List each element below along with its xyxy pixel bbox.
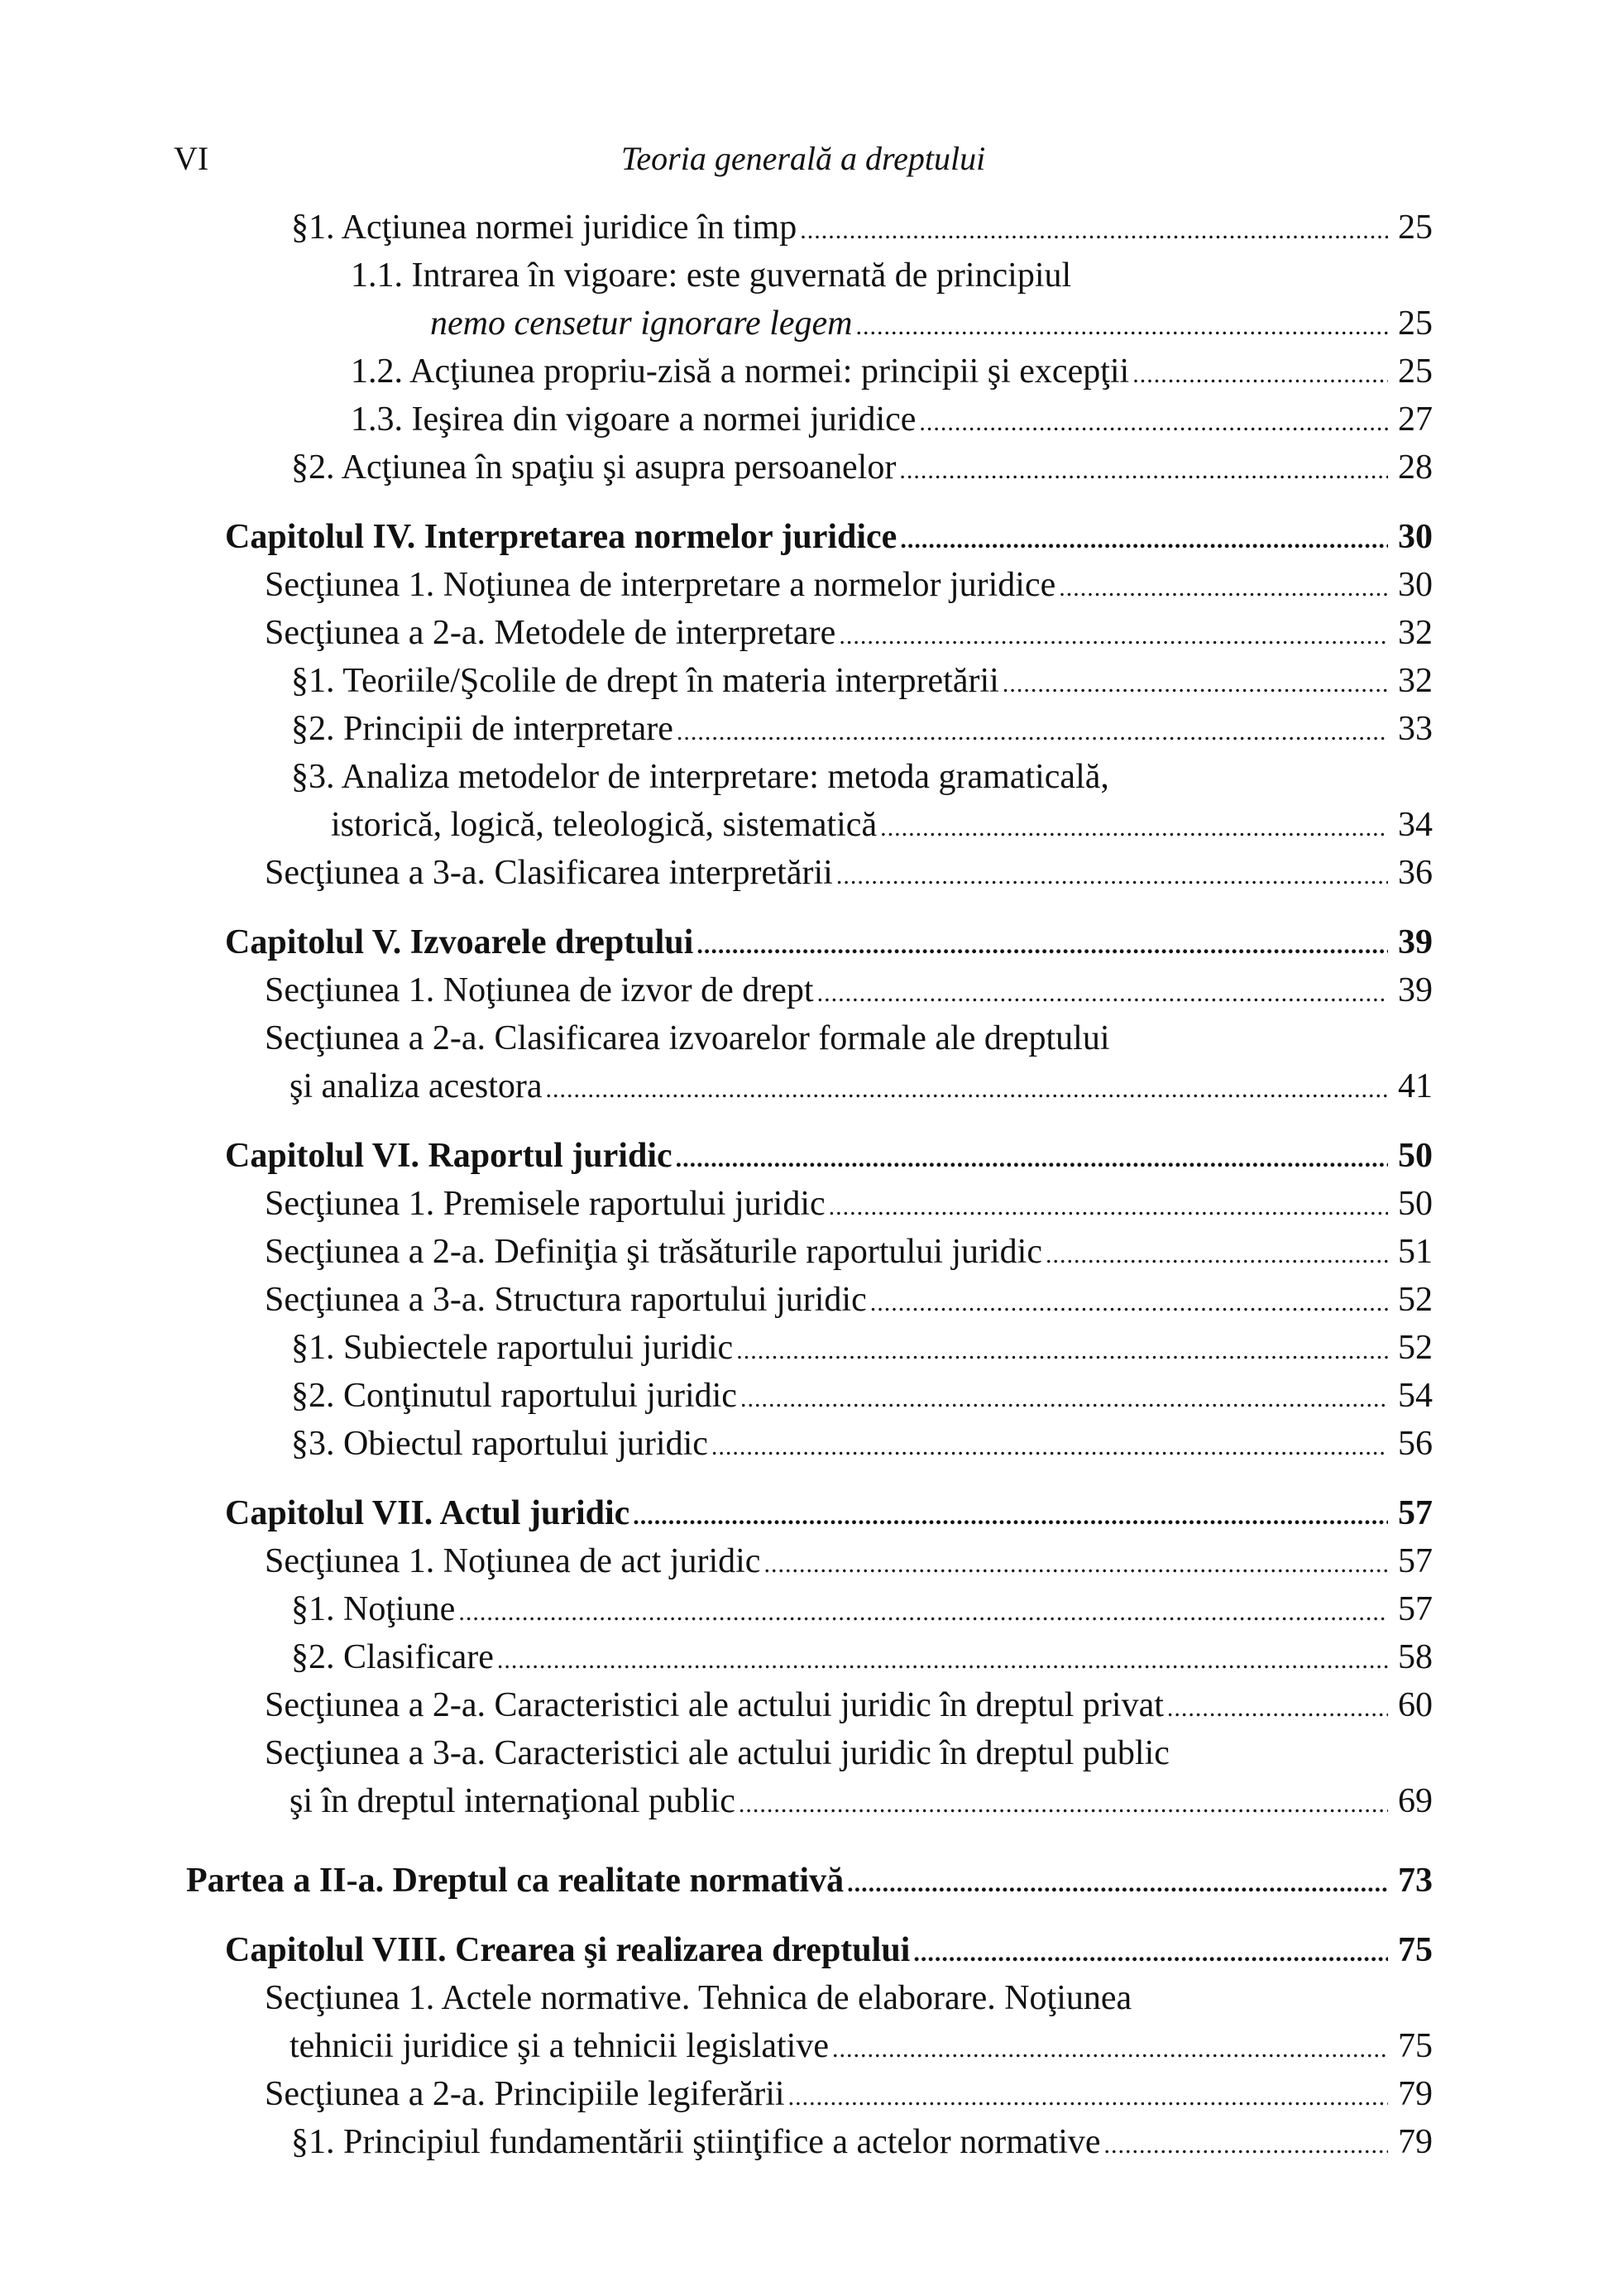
- toc-entry: [0, 443, 1613, 491]
- dot-leader: [913, 1929, 1388, 1977]
- toc-entry: [0, 204, 1613, 252]
- toc-entry-title: Capitolul VIII. Crearea şi realizarea dreptului: [225, 1931, 911, 1969]
- toc-entry-title: §2. Clasificare: [291, 1638, 494, 1676]
- toc-entry-page: 54: [1398, 1377, 1433, 1415]
- toc-entry-page: 39: [1398, 971, 1433, 1009]
- toc-entry: [0, 1276, 1613, 1324]
- toc-entry-page: 25: [1398, 209, 1433, 247]
- toc-entry-title: Capitolul VII. Actul juridic: [225, 1494, 630, 1532]
- page-number: VI: [174, 140, 209, 177]
- toc-entry-line: [0, 1729, 1613, 1777]
- toc-entry-page: 27: [1398, 400, 1433, 439]
- toc-entry-page: 30: [1398, 518, 1433, 556]
- table-of-contents: [0, 204, 1613, 2166]
- toc-entry: [0, 1633, 1613, 1681]
- toc-entry-title: Secţiunea 1. Actele normative. Tehnica de elaborare. Noţiunea: [265, 1979, 1132, 2017]
- toc-entry-title: §2. Principii de interpretare: [291, 710, 673, 748]
- toc-chapter: [0, 1926, 1613, 1974]
- toc-entry: [0, 1180, 1613, 1228]
- toc-entry-title: Secţiunea 1. Noţiunea de act juridic: [265, 1542, 761, 1580]
- toc-entry: [0, 1324, 1613, 1372]
- dot-leader: [633, 1493, 1388, 1541]
- toc-entry-line: [0, 252, 1613, 300]
- toc-entry: [0, 966, 1613, 1014]
- toc-entry-title: istorică, logică, teleologică, sistematică: [331, 806, 878, 844]
- toc-entry: [0, 1681, 1613, 1729]
- toc-entry: [0, 395, 1613, 443]
- toc-entry: [0, 300, 1613, 348]
- toc-entry: [0, 348, 1613, 395]
- toc-entry: [0, 801, 1613, 849]
- toc-entry-title: tehnicii juridice şi a tehnicii legislative: [290, 2027, 829, 2065]
- dot-leader: [839, 612, 1388, 660]
- toc-entry-title: §1. Noţiune: [291, 1590, 456, 1628]
- toc-entry-title: 1.2. Acţiunea propriu-zisă a normei: principii şi excepţii: [351, 352, 1130, 391]
- dot-leader: [919, 399, 1388, 447]
- dot-leader: [1104, 2121, 1388, 2169]
- toc-entry-title: §3. Obiectul raportului juridic: [291, 1425, 708, 1463]
- dot-leader: [1132, 351, 1388, 399]
- toc-entry-page: 75: [1398, 1931, 1433, 1969]
- dot-leader: [870, 1279, 1388, 1327]
- toc-entry-title: şi analiza acestora: [290, 1067, 543, 1105]
- toc-entry: [0, 2070, 1613, 2118]
- toc-entry-page: 50: [1398, 1185, 1433, 1223]
- toc-entry-title: §1. Subiectele raportului juridic: [291, 1329, 734, 1367]
- toc-entry-page: 69: [1398, 1782, 1433, 1820]
- dot-leader: [788, 2073, 1388, 2121]
- toc-entry-page: 25: [1398, 304, 1433, 343]
- toc-entry-page: 57: [1398, 1590, 1433, 1628]
- toc-entry: [0, 2022, 1613, 2070]
- toc-chapter: [0, 1132, 1613, 1180]
- dot-leader: [739, 1781, 1388, 1829]
- dot-leader: [900, 516, 1388, 564]
- dot-leader: [740, 1375, 1388, 1423]
- toc-entry: [0, 1537, 1613, 1585]
- toc-entry-title: Secţiunea 1. Noţiunea de izvor de drept: [265, 971, 814, 1009]
- toc-entry-page: 73: [1398, 1862, 1433, 1900]
- toc-entry: [0, 1372, 1613, 1420]
- toc-entry-page: 32: [1398, 662, 1433, 700]
- toc-entry-page: 32: [1398, 614, 1433, 652]
- toc-entry-title: Secţiunea a 3-a. Clasificarea interpretării: [265, 854, 833, 892]
- toc-entry-title: §1. Principiul fundamentării ştiinţifice a actelor normative: [291, 2123, 1101, 2161]
- toc-entry: [0, 1062, 1613, 1110]
- toc-entry-title: 1.1. Intrarea în vigoare: este guvernată de principiul: [351, 256, 1072, 295]
- toc-entry: [0, 1777, 1613, 1825]
- toc-entry-title: Secţiunea a 2-a. Definiţia şi trăsăturile raportului juridic: [265, 1233, 1042, 1271]
- toc-entry-page: 52: [1398, 1281, 1433, 1319]
- toc-entry-title: Secţiunea a 2-a. Metodele de interpretare: [265, 614, 836, 652]
- toc-entry: [0, 705, 1613, 753]
- dot-leader: [836, 852, 1388, 900]
- toc-entry-line: [0, 1014, 1613, 1062]
- toc-entry-title: Secţiunea a 2-a. Caracteristici ale actului juridic în dreptul privat: [265, 1686, 1164, 1724]
- toc-entry-title: §2. Acţiunea în spaţiu şi asupra persoanelor: [291, 448, 897, 487]
- toc-entry: [0, 849, 1613, 897]
- dot-leader: [1003, 660, 1388, 708]
- toc-entry: [0, 1228, 1613, 1276]
- toc-part: [0, 1857, 1613, 1905]
- toc-entry-title: Secţiunea a 3-a. Caracteristici ale actului juridic în dreptul public: [265, 1734, 1170, 1772]
- page-header: [174, 139, 1433, 189]
- toc-entry-line: [0, 1974, 1613, 2022]
- toc-entry-page: 50: [1398, 1137, 1433, 1175]
- toc-entry-title: 1.3. Ieşirea din vigoare a normei juridice: [351, 400, 917, 439]
- toc-entry-title: nemo censetur ignorare legem: [430, 304, 853, 343]
- toc-entry-title: Secţiunea 1. Noţiunea de interpretare a normelor juridice: [265, 566, 1056, 604]
- dot-leader: [880, 804, 1388, 852]
- toc-entry-page: 56: [1398, 1425, 1433, 1463]
- toc-entry-page: 79: [1398, 2123, 1433, 2161]
- toc-entry-title: Capitolul V. Izvoarele dreptului: [225, 923, 694, 961]
- toc-entry-page: 60: [1398, 1686, 1433, 1724]
- dot-leader: [497, 1637, 1388, 1685]
- toc-entry-page: 75: [1398, 2027, 1433, 2065]
- dot-leader: [832, 2025, 1388, 2073]
- toc-entry-page: 41: [1398, 1067, 1433, 1105]
- toc-entry-page: 30: [1398, 566, 1433, 604]
- toc-entry-page: 33: [1398, 710, 1433, 748]
- toc-chapter: [0, 1489, 1613, 1537]
- toc-chapter: [0, 918, 1613, 966]
- toc-entry: [0, 1420, 1613, 1468]
- toc-entry-page: 51: [1398, 1233, 1433, 1271]
- toc-entry-page: 34: [1398, 806, 1433, 844]
- toc-entry-page: 28: [1398, 448, 1433, 487]
- dot-leader: [696, 922, 1388, 970]
- toc-entry-page: 39: [1398, 923, 1433, 961]
- dot-leader: [847, 1860, 1388, 1908]
- dot-leader: [1046, 1231, 1388, 1279]
- toc-entry-title: Secţiunea a 2-a. Clasificarea izvoarelor formale ale dreptului: [265, 1019, 1110, 1057]
- toc-entry-title: Secţiunea a 2-a. Principiile legiferării: [265, 2075, 785, 2113]
- toc-entry-line: [0, 753, 1613, 801]
- dot-leader: [736, 1327, 1388, 1375]
- toc-entry-title: §2. Conţinutul raportului juridic: [291, 1377, 737, 1415]
- dot-leader: [855, 303, 1388, 351]
- dot-leader: [676, 1135, 1388, 1183]
- dot-leader: [1059, 564, 1388, 612]
- toc-entry-page: 58: [1398, 1638, 1433, 1676]
- toc-chapter: [0, 513, 1613, 561]
- dot-leader: [1167, 1685, 1388, 1733]
- dot-leader: [899, 447, 1388, 495]
- toc-entry-title: Secţiunea a 3-a. Structura raportului juridic: [265, 1281, 867, 1319]
- toc-entry: [0, 561, 1613, 609]
- dot-leader: [829, 1183, 1388, 1231]
- toc-entry-page: 57: [1398, 1494, 1433, 1532]
- toc-entry: [0, 609, 1613, 657]
- dot-leader: [545, 1066, 1388, 1114]
- toc-entry-title: Partea a II-a. Dreptul ca realitate normativă: [186, 1862, 845, 1900]
- toc-entry-title: şi în dreptul internaţional public: [290, 1782, 735, 1820]
- toc-entry-page: 52: [1398, 1329, 1433, 1367]
- toc-entry-page: 25: [1398, 352, 1433, 391]
- toc-entry-page: 36: [1398, 854, 1433, 892]
- toc-entry-title: Capitolul IV. Interpretarea normelor juridice: [225, 518, 897, 556]
- toc-entry-title: Capitolul VI. Raportul juridic: [225, 1137, 672, 1175]
- dot-leader: [677, 708, 1388, 756]
- running-title: Teoria generală a dreptului: [620, 140, 986, 177]
- toc-entry: [0, 2118, 1613, 2166]
- dot-leader: [711, 1423, 1388, 1471]
- toc-entry-title: §1. Teoriile/Şcolile de drept în materia interpretării: [291, 662, 999, 700]
- toc-entry-title: §1. Acţiunea normei juridice în timp: [291, 209, 797, 247]
- dot-leader: [763, 1541, 1388, 1589]
- toc-entry: [0, 1585, 1613, 1633]
- dot-leader: [817, 970, 1388, 1018]
- dot-leader: [800, 207, 1388, 255]
- toc-entry-title: Secţiunea 1. Premisele raportului juridic: [265, 1185, 826, 1223]
- dot-leader: [458, 1589, 1388, 1637]
- toc-entry-page: 79: [1398, 2075, 1433, 2113]
- toc-entry: [0, 657, 1613, 705]
- toc-entry-page: 57: [1398, 1542, 1433, 1580]
- toc-entry-title: §3. Analiza metodelor de interpretare: metoda gramaticală,: [291, 758, 1109, 796]
